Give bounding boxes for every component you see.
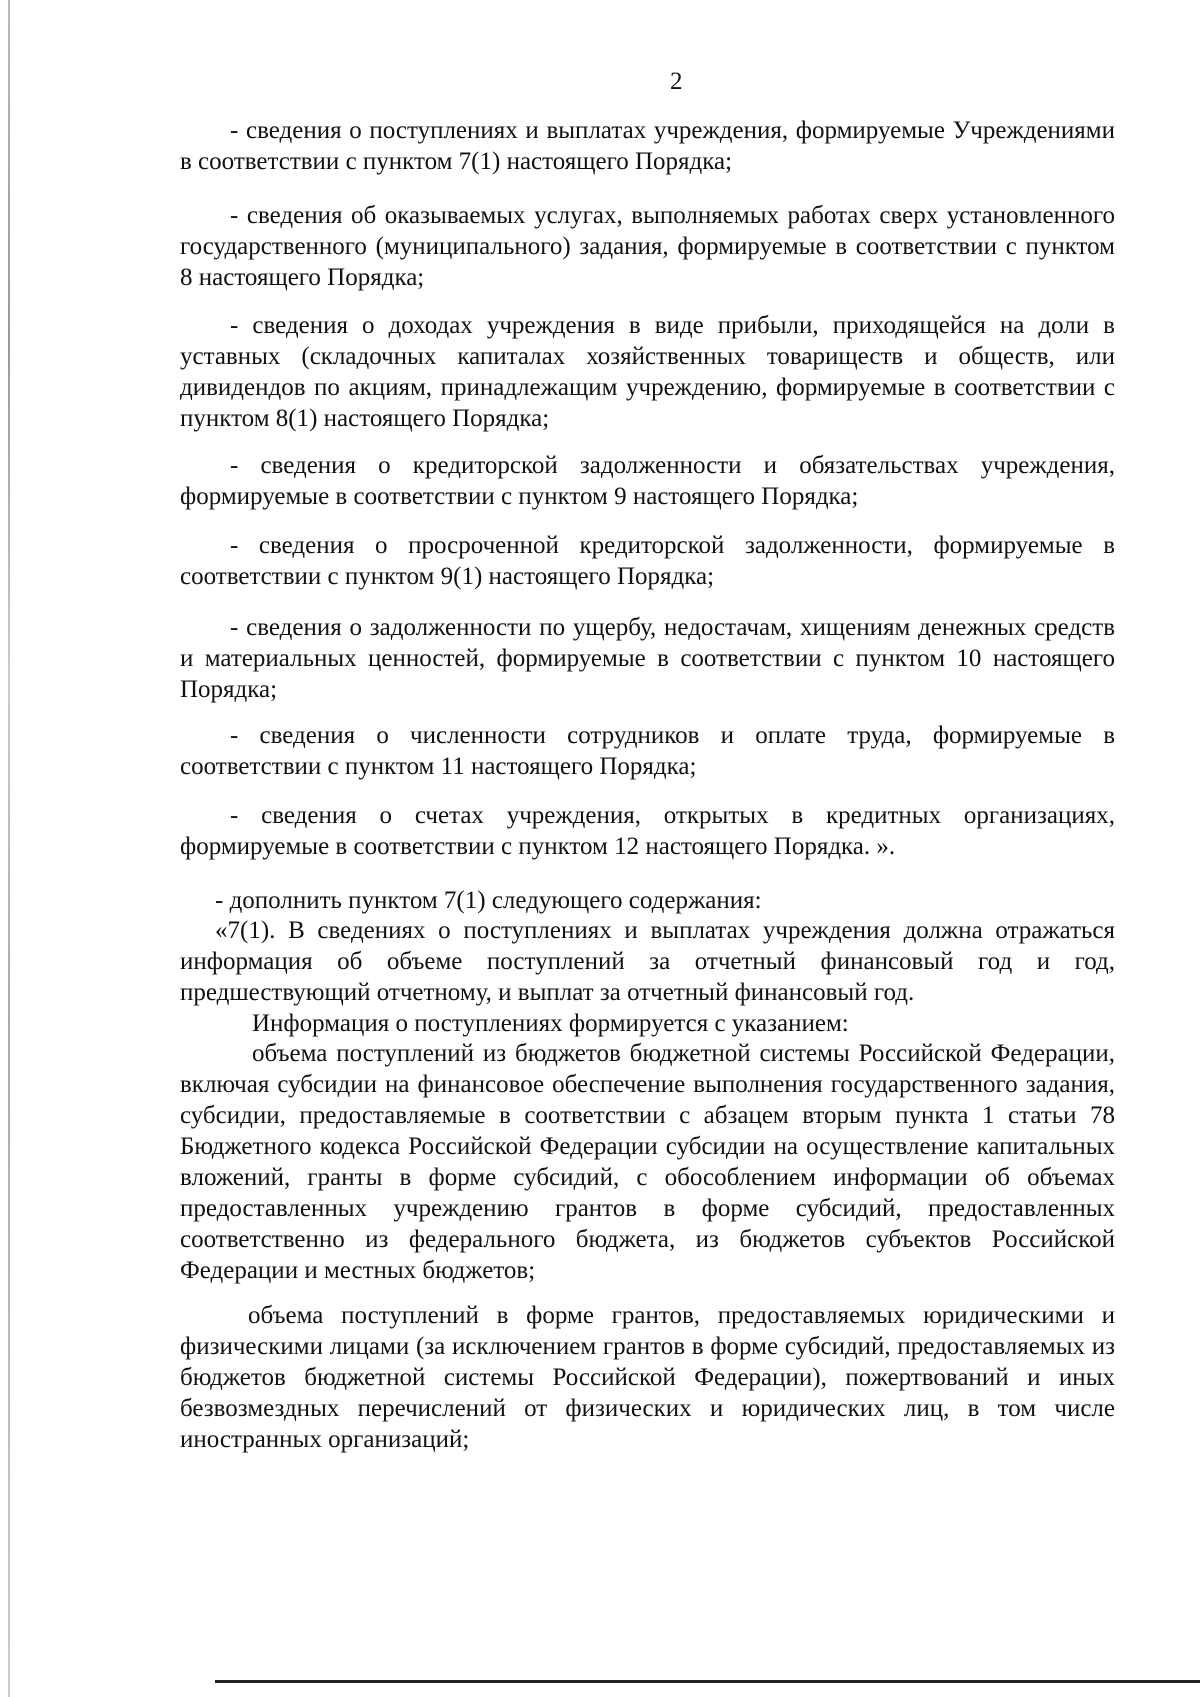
paragraph-7: - сведения о численности сотрудников и оплате труда, формируемые в соответствии с пунктом 11 настоящего Порядка; xyxy=(180,722,1115,780)
paragraph-1: - сведения о поступлениях и выплатах учреждения, формируемые Учреждениями в соответствии с пунктом 7(1) настоящего Порядка; xyxy=(180,117,1115,175)
paragraph-9: - дополнить пунктом 7(1) следующего содержания: xyxy=(215,887,762,914)
page-number: 2 xyxy=(670,68,683,95)
paragraph-13: объема поступлений в форме грантов, предоставляемых юридическими и физическими лицами (за исключением грантов в форме субсидий, предоставляемых из бюджетов бюджетной системы Российской Федерации), пожертвований и иных безвозмездных перечислений от физических и юридических лиц, в том числе иностранных организаций; xyxy=(180,1302,1115,1453)
paragraph-10: «7(1). В сведениях о поступлениях и выплатах учреждения должна отражаться информация об объеме поступлений за отчетный финансовый год и год, предшествующий отчетному, и выплат за отчетный финансовый год. xyxy=(180,917,1115,1006)
paragraph-5: - сведения о просроченной кредиторской задолженности, формируемые в соответствии с пунктом 9(1) настоящего Порядка; xyxy=(180,532,1115,590)
paragraph-6: - сведения о задолженности по ущербу, недостачам, хищениям денежных средств и материальных ценностей, формируемые в соответствии с пунктом 10 настоящего Порядка; xyxy=(180,614,1115,703)
paragraph-4: - сведения о кредиторской задолженности и обязательствах учреждения, формируемые в соответствии с пунктом 9 настоящего Порядка; xyxy=(180,452,1115,510)
paragraph-8: - сведения о счетах учреждения, открытых в кредитных организациях, формируемые в соответствии с пунктом 12 настоящего Порядка. ». xyxy=(180,802,1115,860)
paragraph-2: - сведения об оказываемых услугах, выполняемых работах сверх установленного государственного (муниципального) задания, формируемые в соответствии с пунктом 8 настоящего Порядка; xyxy=(180,202,1115,291)
scan-edge-shadow xyxy=(8,0,10,1697)
paragraph-12: объема поступлений из бюджетов бюджетной системы Российской Федерации, включая субсидии на финансовое обеспечение выполнения государственного задания, субсидии, предоставляемые в соответствии с абзацем вторым пункта 1 статьи 78 Бюджетного кодекса Российской Федерации субсидии на осуществление капитальных вложений, гранты в форме субсидий, с обособлением информации об объемах предоставленных учреждению грантов в форме субсидий, предоставленных соответственно из федерального бюджета, из бюджетов субъектов Российской Федерации и местных бюджетов; xyxy=(180,1040,1115,1284)
paragraph-3: - сведения о доходах учреждения в виде прибыли, приходящейся на доли в уставных (складочных капиталах хозяйственных товариществ и обществ, или дивидендов по акциям, принадлежащим учреждению, формируемые в соответствии с пунктом 8(1) настоящего Порядка; xyxy=(180,312,1115,432)
bottom-rule xyxy=(215,1680,1200,1683)
paragraph-11: Информация о поступлениях формируется с указанием: xyxy=(252,1010,849,1037)
